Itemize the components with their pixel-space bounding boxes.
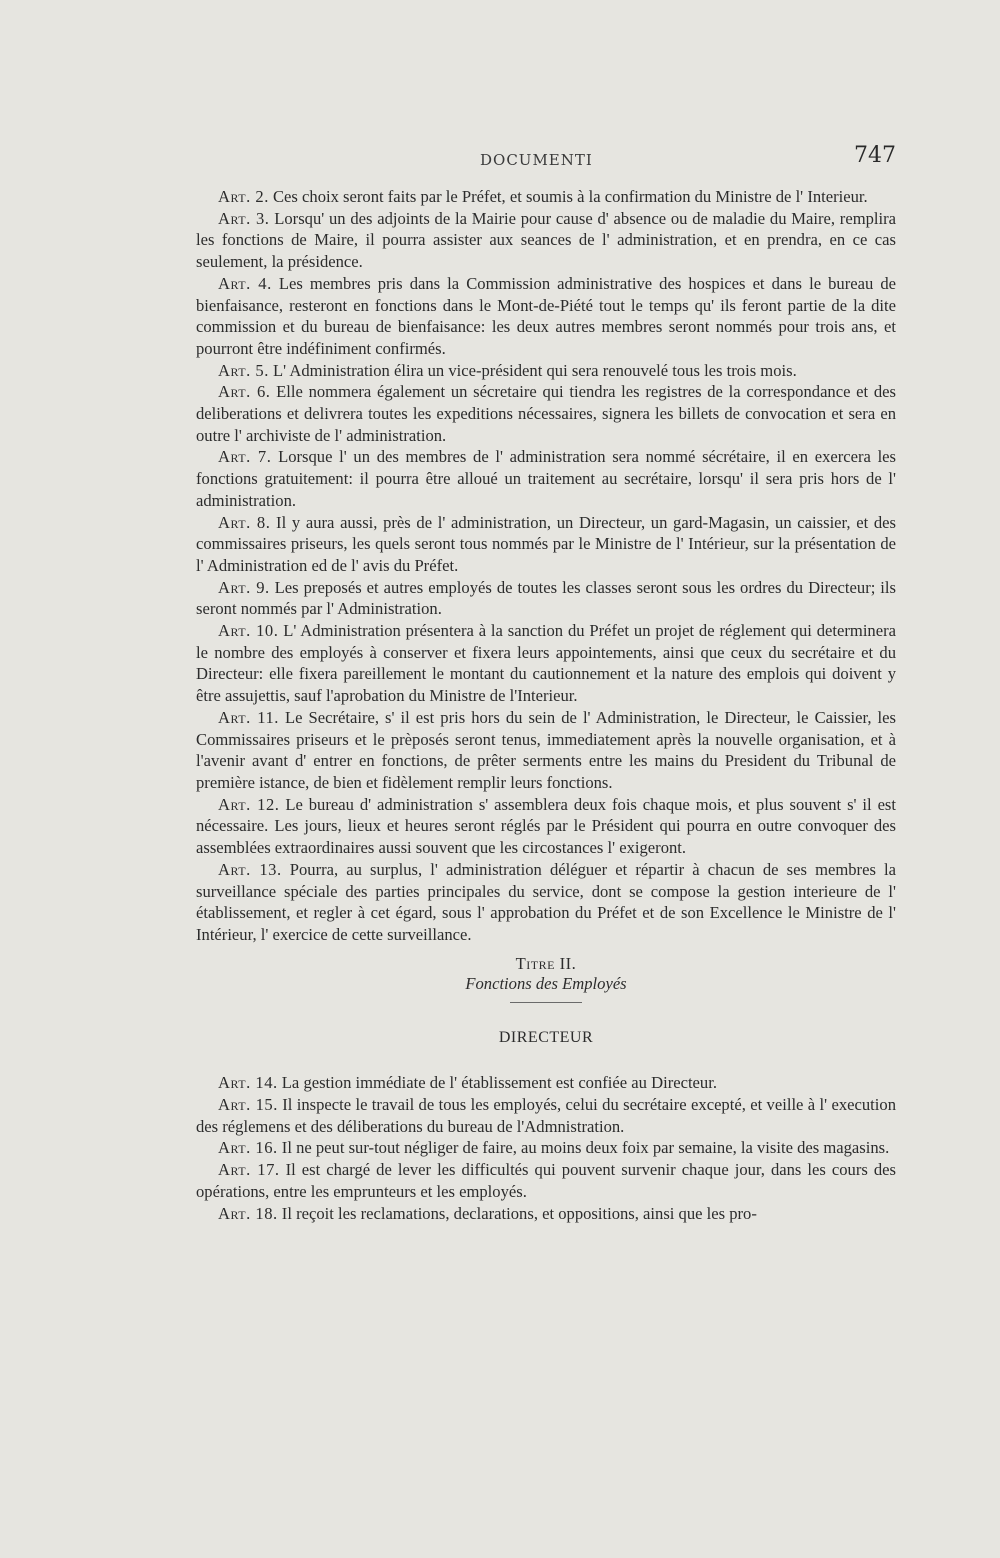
article-label: Art. 16.	[218, 1138, 278, 1158]
running-head: DOCUMENTI	[480, 151, 593, 169]
article-label: Art. 13.	[218, 859, 282, 879]
article-label: Art. 2.	[218, 187, 269, 206]
article-paragraph	[196, 360, 896, 382]
article-text: L' Administration élira un vice-président qui sera renouvelé tous les trois mois.	[268, 360, 797, 380]
article-paragraph	[196, 707, 896, 794]
article-paragraph	[196, 446, 896, 511]
article-label: Art. 18.	[218, 1203, 278, 1223]
article-paragraph	[196, 620, 896, 707]
page-number: 747	[854, 143, 896, 168]
page-header	[0, 143, 1000, 173]
article-text: Il reçoit les reclamations, declarations, et oppositions, ainsi que les pro-	[277, 1203, 757, 1223]
article-paragraph	[196, 273, 896, 360]
article-text: La gestion immédiate de l' établissement est confiée au Directeur.	[277, 1073, 717, 1093]
article-label: Art. 15.	[218, 1095, 278, 1115]
article-paragraph	[196, 512, 896, 577]
article-label: Art. 5.	[218, 360, 269, 380]
titre-block	[196, 954, 896, 1003]
article-paragraph	[196, 1094, 896, 1137]
article-label: Art. 8.	[218, 512, 271, 532]
article-text: Lorsqu' un des adjoints de la Mairie pour cause d' absence ou de maladie du Maire, remplira les fonctions de Maire, il pourra assister aux seances de l' administration, et en prendra, en ce cas seulement, la présidence.	[196, 208, 897, 272]
article-label: Art. 10.	[218, 621, 279, 641]
article-label: Art. 6.	[218, 382, 271, 402]
article-text: Ces choix seront faits par le Préfet, et soumis à la confirmation du Ministre de l' Interieur.	[268, 187, 868, 206]
article-label: Art. 7.	[218, 447, 272, 467]
section-heading: DIRECTEUR	[498, 1028, 594, 1046]
article-paragraph	[196, 1072, 896, 1094]
article-paragraph	[196, 577, 896, 620]
articles-section-1	[196, 186, 896, 946]
article-text: Lorsque l' un des membres de l' administration sera nommé sécrétaire, il en exercera les fonctions gratuitement: il pourra être alloué un traitement au secrétaire, lorsqu' il sera pris hors de l' administration.	[196, 447, 897, 510]
article-paragraph	[196, 1159, 896, 1202]
article-paragraph	[196, 859, 896, 946]
article-paragraph	[196, 794, 896, 859]
article-paragraph	[196, 208, 896, 273]
article-label: Art. 11.	[218, 707, 279, 727]
title-divider	[510, 1002, 582, 1003]
article-paragraph	[196, 381, 896, 446]
article-paragraph	[196, 1137, 896, 1159]
article-label: Art. 17.	[218, 1160, 280, 1180]
article-text: Les preposés et autres employés de toutes les classes seront sous les ordres du Directeur; ils seront nommés par l' Administration.	[196, 577, 896, 619]
article-text: Elle nommera également un sécretaire qui tiendra les registres de la correspondance et des deliberations et delivrera toutes les expeditions nécessaires, signera les billets de convocation et sera en outre l' archiviste de l' administration.	[196, 382, 896, 445]
article-text: Pourra, au surplus, l' administration déléguer et répartir à chacun de ses membres la surveillance spéciale des parties principales du service, dont se compose la gestion interieure de l' établissement, et regler à cet égard, sous l' approbation du Préfet et de son Excellence le Ministre de l' Intérieur, l' exercice de cette surveillance.	[196, 859, 896, 944]
article-text: Les membres pris dans la Commission administrative des hospices et dans le bureau de bienfaisance, resteront en fonctions dans le Mont-de-Piété tout le temps qu' ils feront partie de la dite commission et du bureau de bienfaisance: les deux autres membres seront nommés pour trois ans, et pourront être indéfiniment confirmés.	[196, 273, 896, 358]
article-text: Il y aura aussi, près de l' administration, un Directeur, un gard-Magasin, un caissier, et des commissaires priseurs, les quels seront tous nommés par le Ministre de l' Intérieur, sur la présentation de l' Administration ed de l' avis du Préfet.	[196, 512, 896, 575]
article-label: Art. 9.	[218, 577, 270, 597]
article-text: Il ne peut sur-tout négliger de faire, au moins deux foix par semaine, la visite des magasins.	[277, 1138, 890, 1158]
article-text: Il est chargé de lever les difficultés qui pouvent survenir chaque jour, dans les cours des opérations, entre les emprunteurs et les employés.	[196, 1160, 896, 1201]
article-paragraph	[196, 1203, 896, 1225]
article-text: Le Secrétaire, s' il est pris hors du sein de l' Administration, le Directeur, le Caissier, les Commissaires priseurs et le prèposés seront tenus, immediatement après la nouvelle organisation, et à l'avenir avant d' entrer en fonctions, de prêter serments entre les mains du President du Tribunal de première istance, de bien et fidèlement remplir leurs fonctions.	[196, 707, 896, 792]
article-text: Le bureau d' administration s' assemblera deux fois chaque mois, et plus souvent s' il est nécessaire. Les jours, lieux et heures seront réglés par le Président qui pourra en outre convoquer des assemblées extraordinaires aussi souvent que les circostances l' exigeront.	[196, 794, 897, 858]
titre-subtitle: Fonctions des Employés	[465, 973, 627, 993]
titre-label: Titre II.	[515, 953, 577, 973]
article-label: Art. 12.	[218, 794, 280, 814]
article-label: Art. 4.	[218, 273, 272, 293]
article-label: Art. 14.	[218, 1073, 278, 1093]
article-text: Il inspecte le travail de tous les employés, celui du secrétaire excepté, et veille à l' execution des réglemens et des déliberations du bureau de l'Admnistration.	[196, 1095, 896, 1136]
document-body	[196, 186, 896, 1224]
article-label: Art. 3.	[218, 208, 270, 228]
article-paragraph	[196, 186, 896, 208]
articles-section-2	[196, 1072, 896, 1224]
article-text: L' Administration présentera à la sanction du Préfet un projet de réglement qui determinera le nombre des employés à conserver et fixera leurs appointements, ainsi que ceux du secrétaire et du Directeur: elle fixera pareillement le montant du cautionnement et la nature des emplois qui doivent y être assujettis, sauf l'aprobation du Ministre de l'Interieur.	[196, 621, 896, 706]
